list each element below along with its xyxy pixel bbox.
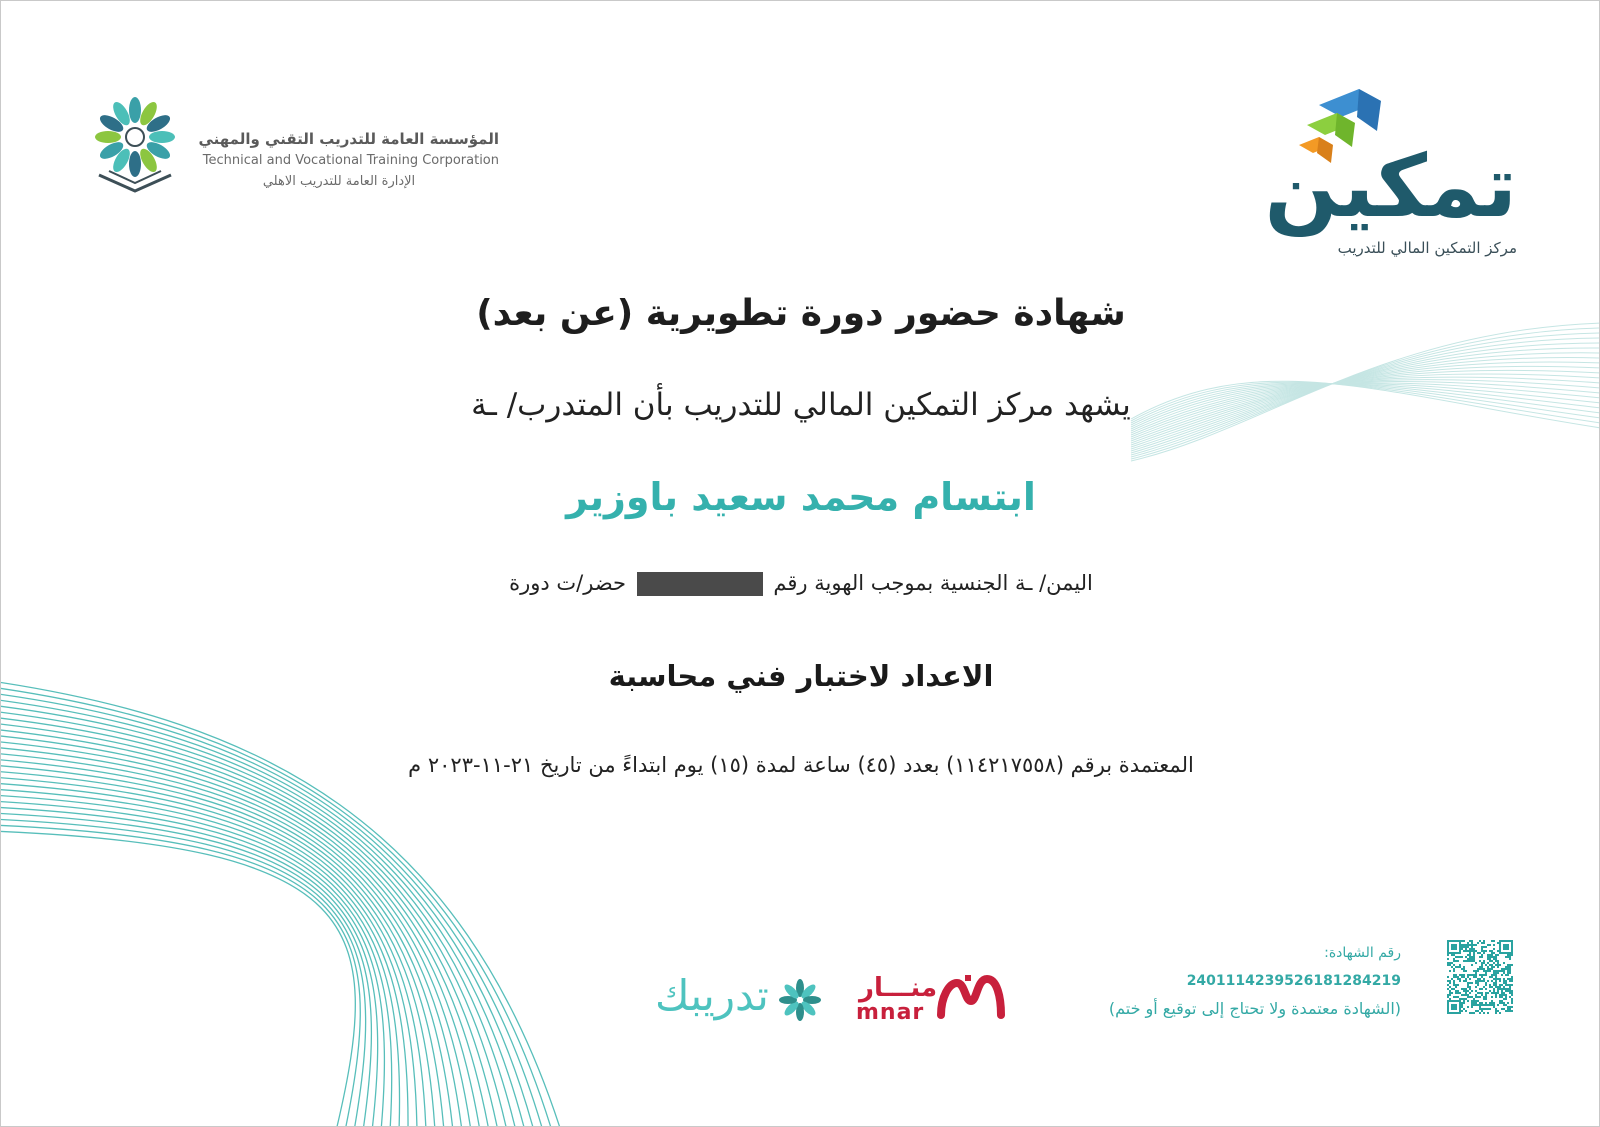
course-name: الاعداد لاختبار فني محاسبة [608, 659, 994, 693]
certificate-number[interactable]: 2401114239526181284219 [1186, 973, 1401, 989]
nationality-suffix: حضر/ت دورة [509, 571, 627, 595]
certificate-intro: يشهد مركز التمكين المالي للتدريب بأن المتدرب/ ـة [471, 387, 1131, 423]
tvtc-arabic-name: المؤسسة العامة للتدريب التقني والمهني [198, 130, 499, 148]
tadreebk-wordmark: تدريبك [655, 971, 769, 1020]
mnar-arabic: منـــار [859, 973, 938, 1003]
tamkeen-wordmark: تمكين [1264, 137, 1517, 237]
certificate-number-label: رقم الشهادة: [1324, 945, 1401, 961]
trainee-name: ابتسام محمد سعيد باوزير [566, 475, 1036, 519]
nationality-prefix: اليمن/ ـة الجنسية بموجب الهوية رقم [773, 571, 1093, 595]
certificate-title: شهادة حضور دورة تطويرية (عن بعد) [476, 293, 1126, 334]
tamkeen-subtitle: مركز التمكين المالي للتدريب [1337, 239, 1517, 257]
qr-code-icon[interactable] [1447, 940, 1513, 1014]
tvtc-logo-text [139, 127, 499, 193]
tvtc-department: الإدارة العامة للتدريب الاهلي [262, 174, 416, 189]
tadreebk-star-icon [777, 977, 823, 1023]
redacted-id [637, 572, 763, 596]
mnar-english: mnar [856, 1000, 925, 1025]
nationality-line [1, 571, 1600, 596]
accreditation-line: المعتمدة برقم (١١٤٢١٧٥٥٨) بعدد (٤٥) ساعة لمدة (١٥) يوم ابتداءً من تاريخ ٢١-١١-٢٠٢٣ م [408, 753, 1194, 777]
verification-block [981, 939, 1401, 1023]
verification-note: (الشهادة معتمدة ولا تحتاج إلى توقيع أو ختم) [1108, 999, 1401, 1018]
mnar-logo-icon [935, 971, 1007, 1021]
tvtc-english-name: Technical and Vocational Training Corporation [202, 153, 499, 168]
